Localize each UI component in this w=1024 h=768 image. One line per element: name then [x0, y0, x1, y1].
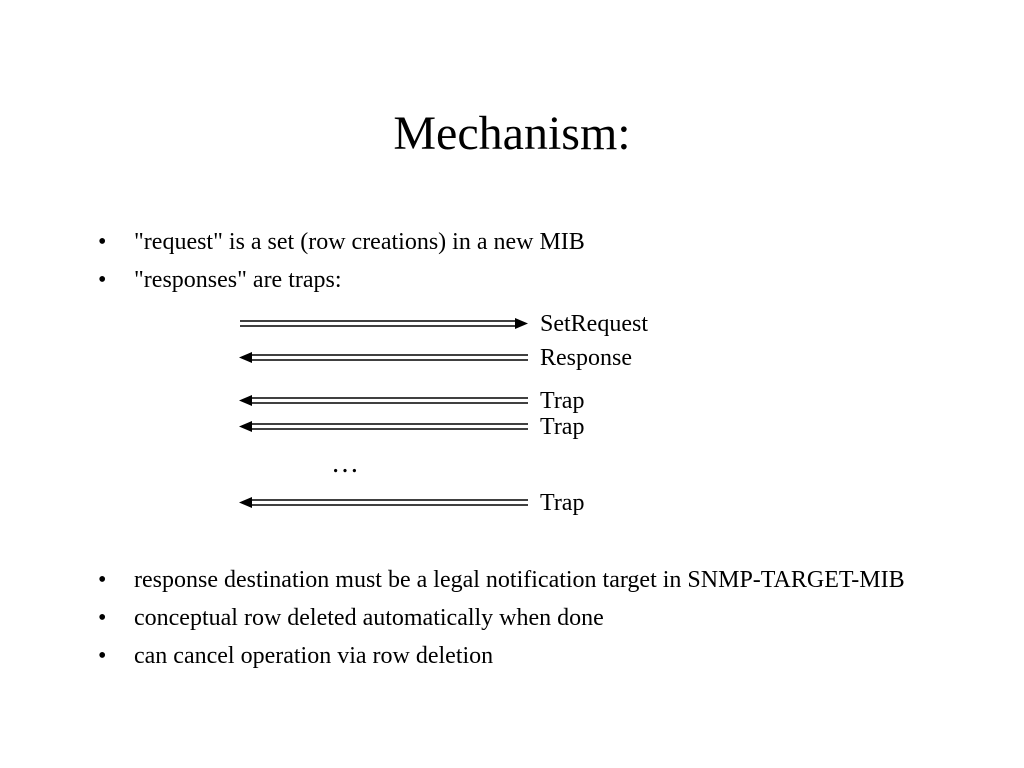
- message-label: Trap: [540, 414, 585, 440]
- message-trap-3: [239, 490, 584, 516]
- bullet-item: [98, 565, 938, 596]
- bullet-icon: •: [98, 643, 107, 669]
- bullet-text: "responses" are traps:: [134, 267, 342, 293]
- message-trap-1: [239, 388, 584, 414]
- message-label: Trap: [540, 490, 585, 516]
- slide-title: Mechanism:: [393, 107, 631, 160]
- arrowhead-left-icon: [239, 352, 252, 363]
- bullet-icon: •: [98, 567, 107, 593]
- arrowhead-left-icon: [239, 421, 252, 432]
- message-label: SetRequest: [540, 311, 648, 337]
- bullet-icon: •: [98, 605, 107, 631]
- detail-bullet-list: [98, 565, 938, 679]
- message-setrequest: [240, 311, 648, 337]
- arrowhead-right-icon: [515, 318, 528, 329]
- message-label: Trap: [540, 388, 585, 414]
- arrowhead-left-icon: [239, 395, 252, 406]
- bullet-item: [98, 641, 938, 672]
- bullet-text: "request" is a set (row creations) in a new MIB: [134, 229, 585, 255]
- bullet-icon: •: [98, 267, 107, 293]
- bullet-item: [98, 603, 938, 634]
- message-label: Response: [540, 345, 632, 371]
- ellipsis: …: [331, 448, 359, 479]
- bullet-icon: •: [98, 229, 107, 255]
- bullet-text: conceptual row deleted automatically when done: [134, 605, 604, 631]
- arrowhead-left-icon: [239, 497, 252, 508]
- message-trap-2: [239, 414, 584, 440]
- bullet-text: can cancel operation via row deletion: [134, 643, 494, 669]
- message-response: [239, 345, 632, 371]
- bullet-text: response destination must be a legal notification target in SNMP-TARGET-MIB: [134, 567, 905, 593]
